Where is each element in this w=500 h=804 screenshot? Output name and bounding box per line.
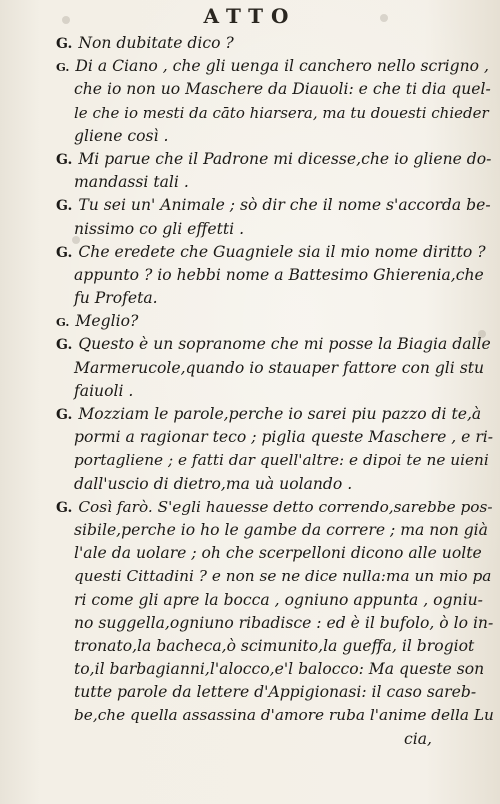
line-text: Mozziam le parole,perche io sarei piu pazzo di te,à: [78, 405, 482, 423]
text-line: [56, 218, 494, 241]
text-line: [56, 287, 494, 310]
speaker-label: G.: [56, 151, 73, 168]
line-text: be,che quella assassina d'amore ruba l'anime della Lu: [74, 706, 494, 725]
speech: [56, 55, 494, 148]
speaker-label: G.: [56, 337, 73, 354]
line-text: nissimo co gli effetti .: [74, 219, 245, 238]
text-line: [56, 519, 494, 542]
line-text: tutte parole da lettere d'Appigionasi: il caso sareb-: [74, 683, 477, 702]
speaker-label: G.: [56, 499, 73, 516]
line-text: ri come gli apre la bocca , ogniuno appunta , ogniu-: [74, 590, 483, 609]
speech: [56, 194, 494, 240]
line-text: appunto ? io hebbi nome a Battesimo Ghierenia,che: [74, 265, 484, 284]
line-text: gliene così .: [74, 126, 169, 145]
text-line: [56, 681, 494, 704]
speaker-label: G.: [56, 60, 70, 75]
line-text: faiuoli .: [74, 381, 134, 400]
text-line: [56, 612, 494, 635]
line-text: Che eredete che Guagniele sia il mio nome diritto ?: [78, 242, 486, 261]
speech: [56, 148, 494, 194]
text-line: [56, 542, 494, 565]
text-line: [56, 55, 494, 78]
speaker-label: G.: [56, 407, 73, 423]
line-text: Di a Ciano , che gli uenga il canchero nello scrigno ,: [75, 57, 489, 76]
line-text: Questo è un sopranome che mi posse la Biagia dalle: [78, 335, 491, 354]
play-text: [56, 32, 494, 751]
text-line: [56, 32, 494, 55]
speech: [56, 496, 494, 728]
text-line: [56, 194, 494, 217]
running-head: ATTO: [203, 4, 297, 28]
speaker-label: G.: [56, 198, 73, 215]
line-text: l'ale da uolare ; oh che scerpelloni dicono alle uolte: [74, 544, 482, 563]
text-line: [56, 171, 494, 194]
line-text: Marmerucole,quando io stauaper fattore con gli stu: [74, 358, 485, 377]
line-text: sibile,perche io ho le gambe da correre ; ma non già: [74, 520, 488, 539]
speech: [56, 241, 494, 311]
line-text: tronato,la bacheca,ò scimunito,la gueffa, il brogiot: [74, 636, 475, 655]
text-line: [56, 565, 494, 588]
text-line: [56, 78, 494, 101]
text-line: [56, 333, 494, 356]
line-text: fu Profeta.: [74, 289, 158, 308]
line-text: Non dubitate dico ?: [78, 34, 234, 52]
line-text: che io non uo Maschere da Diauoli: e che ti dia quel-: [74, 80, 491, 99]
text-line: [56, 704, 494, 727]
line-text: dall'uscio di dietro,ma uà uolando .: [74, 474, 353, 493]
text-line: [56, 658, 494, 681]
line-text: le che io mesti da cāto hiarsera, ma tu douesti chieder: [74, 103, 489, 122]
line-text: Tu sei un' Animale ; sò dir che il nome s'accorda be-: [78, 196, 491, 215]
speaker-label: G.: [56, 244, 73, 261]
text-line: [56, 635, 494, 658]
speech: [56, 310, 494, 333]
speech: [56, 403, 494, 496]
text-line: [56, 148, 494, 171]
text-line: [56, 426, 494, 449]
speech: [56, 333, 494, 403]
line-text: Meglio?: [75, 312, 139, 331]
text-line: [56, 589, 494, 612]
speech: [56, 32, 494, 55]
text-line: [56, 357, 494, 380]
line-text: portagliene ; e fatti dar quell'altre: e dipoi te ne uieni: [74, 451, 489, 470]
speaker-label: G.: [56, 315, 70, 330]
catchword: cia,: [404, 729, 432, 748]
line-text: pormi a ragionar teco ; piglia queste Maschere , e ri-: [74, 428, 494, 447]
text-line: [56, 241, 494, 264]
line-text: to,il barbagianni,l'alocco,e'l balocco: Ma queste son: [74, 660, 485, 679]
text-line: [56, 473, 494, 496]
text-line: [56, 102, 494, 125]
text-line: [56, 125, 494, 148]
text-line: [56, 380, 494, 403]
line-text: no suggella,ogniuno ribadisce : ed è il bufolo, ò lo in-: [74, 613, 494, 632]
text-line: [56, 449, 494, 472]
text-line: [56, 310, 494, 333]
line-text: Mi parue che il Padrone mi dicesse,che io gliene do-: [78, 149, 492, 168]
line-text: mandassi tali .: [74, 173, 189, 192]
text-line: [56, 264, 494, 287]
text-line: [56, 403, 494, 426]
line-text: questi Cittadini ? e non se ne dice nulla:ma un mio pa: [74, 567, 492, 586]
speaker-label: G.: [56, 36, 73, 52]
line-text: Così farò. S'egli hauesse detto correndo,sarebbe pos-: [78, 497, 493, 516]
text-line: [56, 496, 494, 519]
